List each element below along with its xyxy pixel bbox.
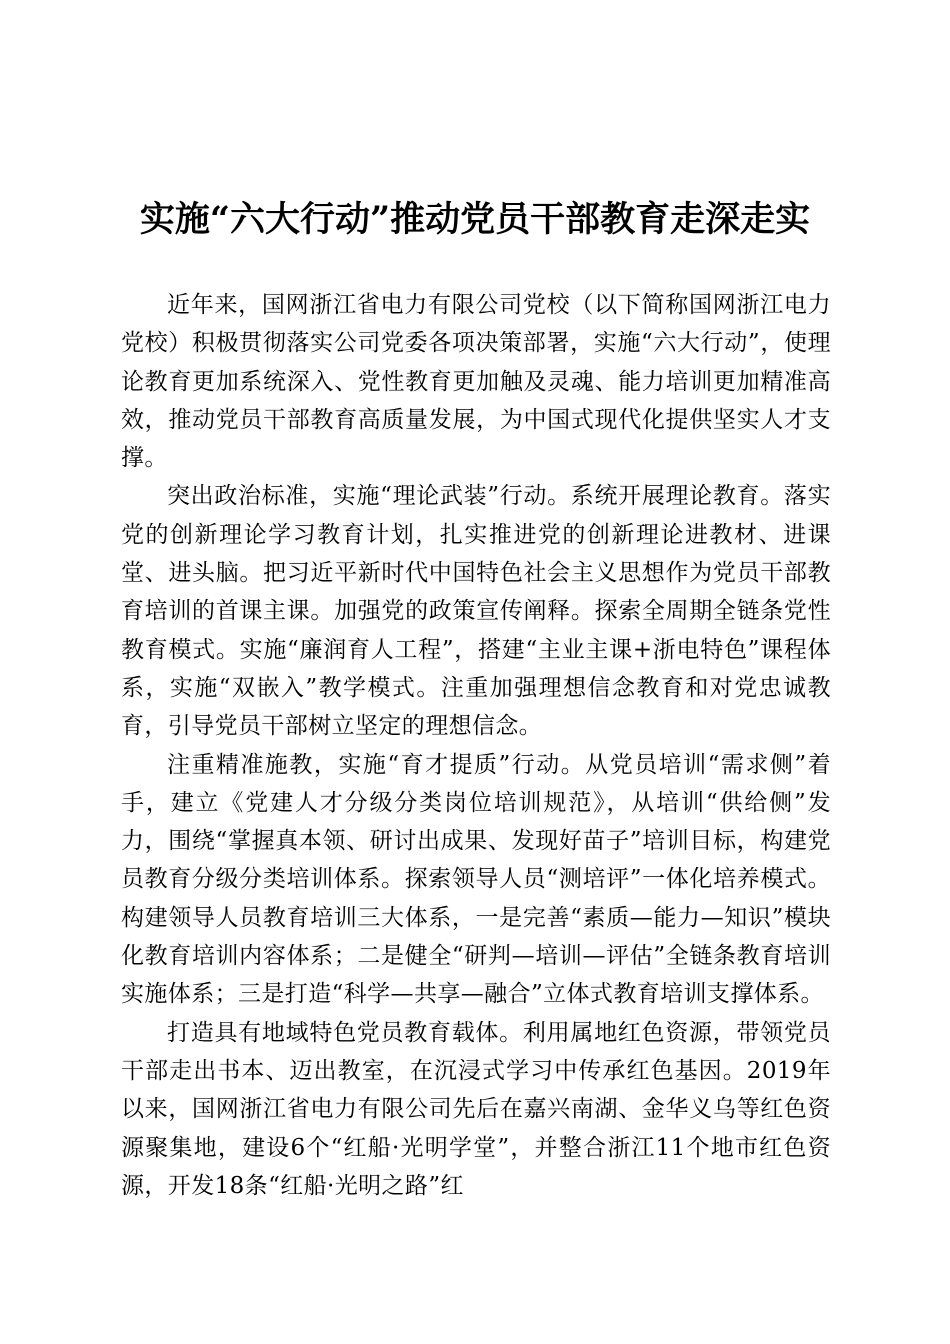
body-paragraph-training: 注重精准施教，实施“育才提质”行动。从党员培训“需求侧”着手，建立《党建人才分级分类岗位培训规范》，从培训“供给侧”发力，围绕“掌握真本领、研讨出成果、发现好苗子”培训目标，构建党员教育分级分类培训体系。探索领导人员“测培评”一体化培养模式。构建领导人员教育培训三大体系，一是完善“素质—能力—知识”模块化教育培训内容体系；二是健全“研判—培训—评估”全链条教育培训实施体系；三是打造“科学—共享—融合”立体式教育培训支撑体系。 xyxy=(121,751,831,1008)
document-body xyxy=(121,286,831,1205)
body-paragraph-theory: 突出政治标准，实施“理论武装”行动。系统开展理论教育。落实党的创新理论学习教育计划，扎实推进党的创新理论进教材、进课堂、进头脑。把习近平新时代中国特色社会主义思想作为党员干部教育培训的首课主课。加强党的政策宣传阐释。探索全周期全链条党性教育模式。实施“廉润育人工程”，搭建“主业主课+浙电特色”课程体系，实施“双嵌入”教学模式。注重加强理想信念教育和对党忠诚教育，引导党员干部树立坚定的理想信念。 xyxy=(121,483,831,740)
body-paragraph-red-resources: 打造具有地域特色党员教育载体。利用属地红色资源，带领党员干部走出书本、迈出教室，在沉浸式学习中传承红色基因。2019年以来，国网浙江省电力有限公司先后在嘉兴南湖、金华义乌等红色资源聚集地，建设6个“红船·光明学堂”，并整合浙江11个地市红色资源，开发18条“红船·光明之路”红 xyxy=(121,1019,831,1199)
document-title: 实施“六大行动”推动党员干部教育走深走实 xyxy=(139,199,811,240)
body-paragraph-intro: 近年来，国网浙江省电力有限公司党校（以下简称国网浙江电力党校）积极贯彻落实公司党委各项决策部署，实施“六大行动”，使理论教育更加系统深入、党性教育更加触及灵魂、能力培训更加精准高效，推动党员干部教育高质量发展，为中国式现代化提供坚实人才支撑。 xyxy=(121,292,831,472)
